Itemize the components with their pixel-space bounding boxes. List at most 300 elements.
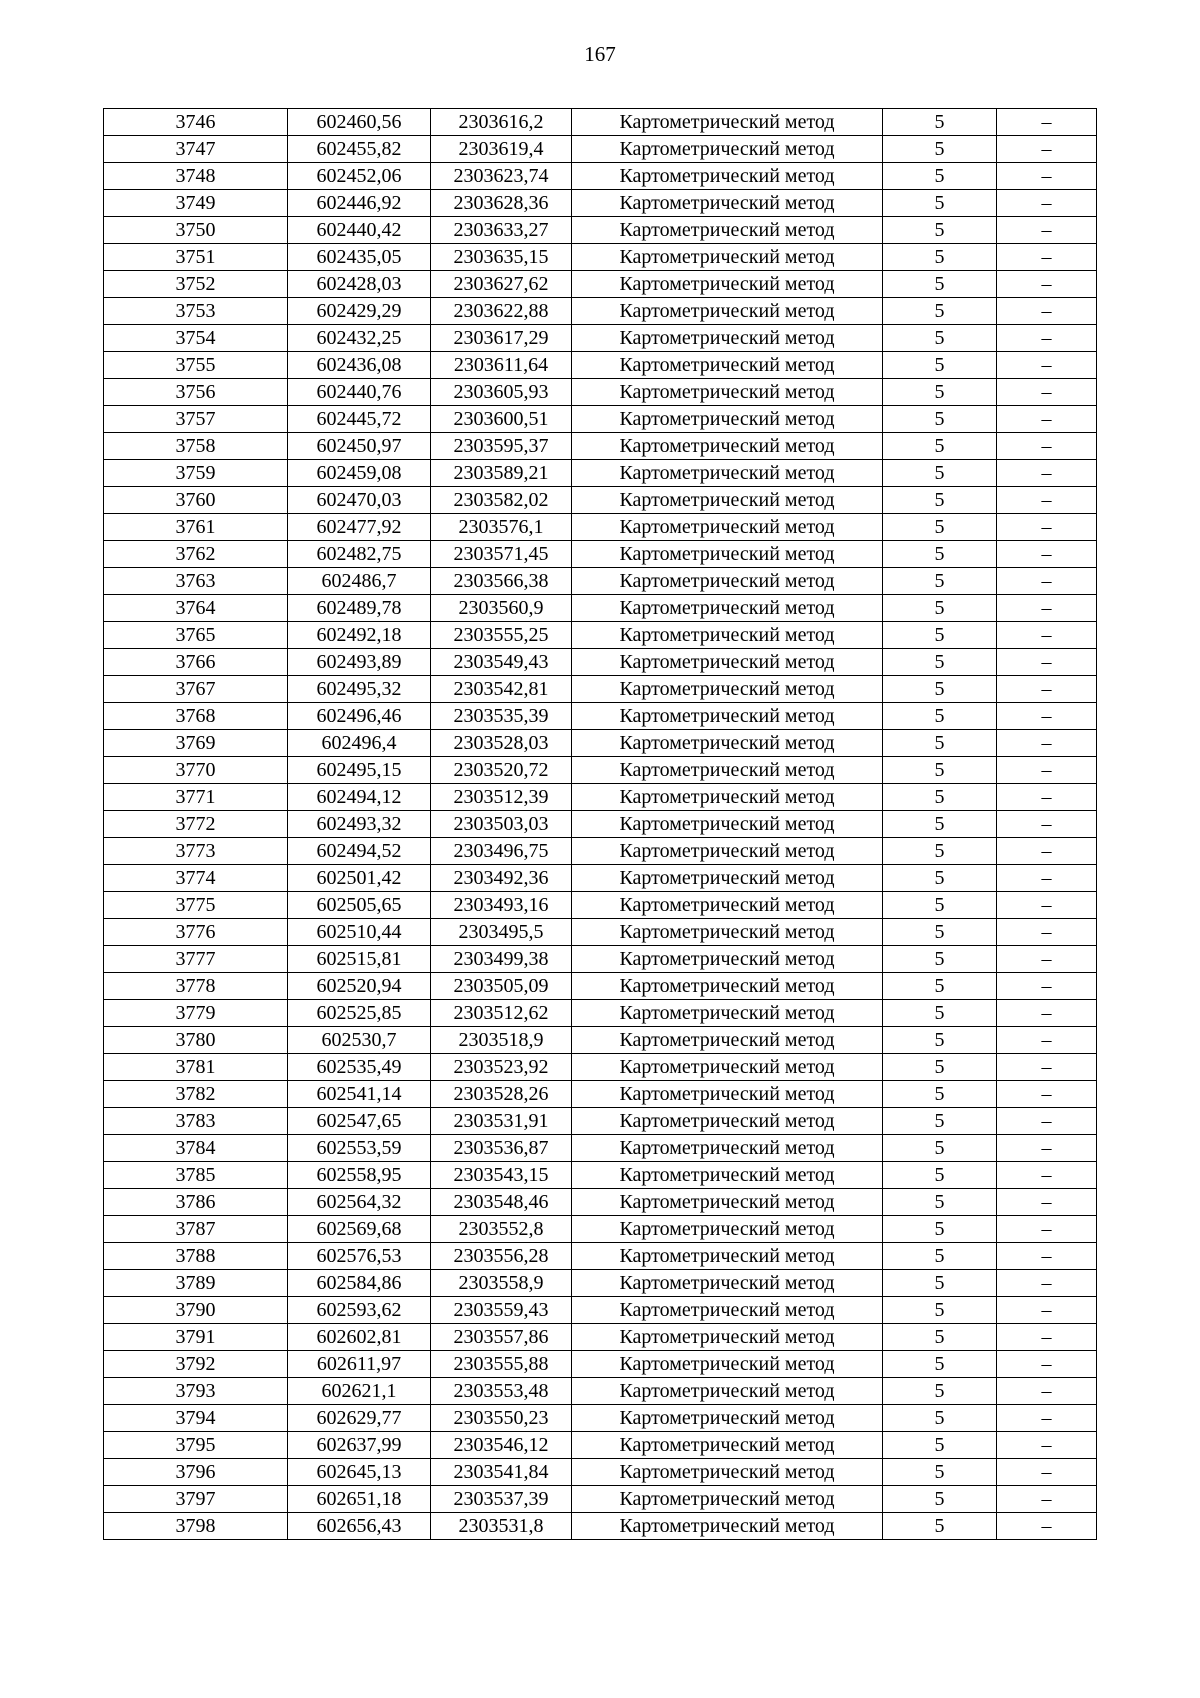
accuracy-cell: 5 xyxy=(883,1432,997,1459)
x-coordinate-cell: 602482,75 xyxy=(288,541,431,568)
x-coordinate-cell: 602576,53 xyxy=(288,1243,431,1270)
method-cell: Картометрический метод xyxy=(572,1162,883,1189)
point-number-cell: 3786 xyxy=(104,1189,288,1216)
y-coordinate-cell: 2303559,43 xyxy=(431,1297,572,1324)
y-coordinate-cell: 2303605,93 xyxy=(431,379,572,406)
point-number-cell: 3787 xyxy=(104,1216,288,1243)
accuracy-cell: 5 xyxy=(883,703,997,730)
description-cell: – xyxy=(997,379,1097,406)
y-coordinate-cell: 2303558,9 xyxy=(431,1270,572,1297)
description-cell: – xyxy=(997,109,1097,136)
point-number-cell: 3795 xyxy=(104,1432,288,1459)
method-cell: Картометрический метод xyxy=(572,109,883,136)
x-coordinate-cell: 602501,42 xyxy=(288,865,431,892)
description-cell: – xyxy=(997,838,1097,865)
x-coordinate-cell: 602428,03 xyxy=(288,271,431,298)
description-cell: – xyxy=(997,1459,1097,1486)
x-coordinate-cell: 602558,95 xyxy=(288,1162,431,1189)
table-row xyxy=(104,1108,1097,1135)
y-coordinate-cell: 2303523,92 xyxy=(431,1054,572,1081)
x-coordinate-cell: 602450,97 xyxy=(288,433,431,460)
table-row xyxy=(104,919,1097,946)
y-coordinate-cell: 2303622,88 xyxy=(431,298,572,325)
method-cell: Картометрический метод xyxy=(572,1459,883,1486)
coordinates-table xyxy=(103,108,1097,1540)
y-coordinate-cell: 2303623,74 xyxy=(431,163,572,190)
y-coordinate-cell: 2303635,15 xyxy=(431,244,572,271)
x-coordinate-cell: 602510,44 xyxy=(288,919,431,946)
y-coordinate-cell: 2303512,39 xyxy=(431,784,572,811)
table-row xyxy=(104,1189,1097,1216)
table-row xyxy=(104,487,1097,514)
y-coordinate-cell: 2303549,43 xyxy=(431,649,572,676)
table-row xyxy=(104,1270,1097,1297)
table-row xyxy=(104,1027,1097,1054)
accuracy-cell: 5 xyxy=(883,784,997,811)
x-coordinate-cell: 602629,77 xyxy=(288,1405,431,1432)
accuracy-cell: 5 xyxy=(883,1189,997,1216)
x-coordinate-cell: 602440,76 xyxy=(288,379,431,406)
y-coordinate-cell: 2303566,38 xyxy=(431,568,572,595)
table-row xyxy=(104,730,1097,757)
table-row xyxy=(104,1486,1097,1513)
x-coordinate-cell: 602505,65 xyxy=(288,892,431,919)
table-row xyxy=(104,892,1097,919)
y-coordinate-cell: 2303493,16 xyxy=(431,892,572,919)
x-coordinate-cell: 602569,68 xyxy=(288,1216,431,1243)
accuracy-cell: 5 xyxy=(883,217,997,244)
y-coordinate-cell: 2303555,88 xyxy=(431,1351,572,1378)
method-cell: Картометрический метод xyxy=(572,136,883,163)
y-coordinate-cell: 2303528,26 xyxy=(431,1081,572,1108)
description-cell: – xyxy=(997,271,1097,298)
x-coordinate-cell: 602621,1 xyxy=(288,1378,431,1405)
y-coordinate-cell: 2303548,46 xyxy=(431,1189,572,1216)
x-coordinate-cell: 602602,81 xyxy=(288,1324,431,1351)
accuracy-cell: 5 xyxy=(883,1405,997,1432)
x-coordinate-cell: 602477,92 xyxy=(288,514,431,541)
point-number-cell: 3767 xyxy=(104,676,288,703)
point-number-cell: 3797 xyxy=(104,1486,288,1513)
y-coordinate-cell: 2303627,62 xyxy=(431,271,572,298)
method-cell: Картометрический метод xyxy=(572,1135,883,1162)
y-coordinate-cell: 2303619,4 xyxy=(431,136,572,163)
description-cell: – xyxy=(997,1513,1097,1540)
accuracy-cell: 5 xyxy=(883,379,997,406)
table-row xyxy=(104,325,1097,352)
point-number-cell: 3752 xyxy=(104,271,288,298)
accuracy-cell: 5 xyxy=(883,352,997,379)
y-coordinate-cell: 2303552,8 xyxy=(431,1216,572,1243)
method-cell: Картометрический метод xyxy=(572,1351,883,1378)
description-cell: – xyxy=(997,541,1097,568)
y-coordinate-cell: 2303541,84 xyxy=(431,1459,572,1486)
accuracy-cell: 5 xyxy=(883,487,997,514)
x-coordinate-cell: 602541,14 xyxy=(288,1081,431,1108)
table-row xyxy=(104,1351,1097,1378)
table-row xyxy=(104,1378,1097,1405)
point-number-cell: 3768 xyxy=(104,703,288,730)
method-cell: Картометрический метод xyxy=(572,541,883,568)
point-number-cell: 3749 xyxy=(104,190,288,217)
table-row xyxy=(104,1324,1097,1351)
method-cell: Картометрический метод xyxy=(572,406,883,433)
point-number-cell: 3750 xyxy=(104,217,288,244)
method-cell: Картометрический метод xyxy=(572,298,883,325)
x-coordinate-cell: 602436,08 xyxy=(288,352,431,379)
y-coordinate-cell: 2303505,09 xyxy=(431,973,572,1000)
point-number-cell: 3788 xyxy=(104,1243,288,1270)
y-coordinate-cell: 2303611,64 xyxy=(431,352,572,379)
method-cell: Картометрический метод xyxy=(572,946,883,973)
description-cell: – xyxy=(997,973,1097,1000)
table-row xyxy=(104,244,1097,271)
accuracy-cell: 5 xyxy=(883,811,997,838)
table-row xyxy=(104,1432,1097,1459)
description-cell: – xyxy=(997,1216,1097,1243)
method-cell: Картометрический метод xyxy=(572,676,883,703)
x-coordinate-cell: 602656,43 xyxy=(288,1513,431,1540)
accuracy-cell: 5 xyxy=(883,433,997,460)
description-cell: – xyxy=(997,1000,1097,1027)
point-number-cell: 3772 xyxy=(104,811,288,838)
x-coordinate-cell: 602494,12 xyxy=(288,784,431,811)
x-coordinate-cell: 602515,81 xyxy=(288,946,431,973)
point-number-cell: 3796 xyxy=(104,1459,288,1486)
point-number-cell: 3766 xyxy=(104,649,288,676)
table-row xyxy=(104,379,1097,406)
x-coordinate-cell: 602459,08 xyxy=(288,460,431,487)
description-cell: – xyxy=(997,919,1097,946)
method-cell: Картометрический метод xyxy=(572,811,883,838)
description-cell: – xyxy=(997,730,1097,757)
y-coordinate-cell: 2303543,15 xyxy=(431,1162,572,1189)
description-cell: – xyxy=(997,325,1097,352)
description-cell: – xyxy=(997,217,1097,244)
y-coordinate-cell: 2303546,12 xyxy=(431,1432,572,1459)
description-cell: – xyxy=(997,460,1097,487)
accuracy-cell: 5 xyxy=(883,1000,997,1027)
x-coordinate-cell: 602535,49 xyxy=(288,1054,431,1081)
accuracy-cell: 5 xyxy=(883,406,997,433)
accuracy-cell: 5 xyxy=(883,730,997,757)
table-row xyxy=(104,622,1097,649)
description-cell: – xyxy=(997,568,1097,595)
accuracy-cell: 5 xyxy=(883,1135,997,1162)
description-cell: – xyxy=(997,298,1097,325)
table-row xyxy=(104,757,1097,784)
table-row xyxy=(104,514,1097,541)
table-row xyxy=(104,190,1097,217)
accuracy-cell: 5 xyxy=(883,1216,997,1243)
point-number-cell: 3771 xyxy=(104,784,288,811)
point-number-cell: 3760 xyxy=(104,487,288,514)
y-coordinate-cell: 2303555,25 xyxy=(431,622,572,649)
method-cell: Картометрический метод xyxy=(572,865,883,892)
table-row xyxy=(104,163,1097,190)
method-cell: Картометрический метод xyxy=(572,1378,883,1405)
x-coordinate-cell: 602429,29 xyxy=(288,298,431,325)
point-number-cell: 3779 xyxy=(104,1000,288,1027)
table-row xyxy=(104,784,1097,811)
x-coordinate-cell: 602460,56 xyxy=(288,109,431,136)
method-cell: Картометрический метод xyxy=(572,1216,883,1243)
method-cell: Картометрический метод xyxy=(572,1243,883,1270)
accuracy-cell: 5 xyxy=(883,649,997,676)
table-row xyxy=(104,460,1097,487)
x-coordinate-cell: 602455,82 xyxy=(288,136,431,163)
x-coordinate-cell: 602593,62 xyxy=(288,1297,431,1324)
description-cell: – xyxy=(997,1297,1097,1324)
x-coordinate-cell: 602637,99 xyxy=(288,1432,431,1459)
x-coordinate-cell: 602564,32 xyxy=(288,1189,431,1216)
y-coordinate-cell: 2303595,37 xyxy=(431,433,572,460)
y-coordinate-cell: 2303616,2 xyxy=(431,109,572,136)
table-row xyxy=(104,433,1097,460)
x-coordinate-cell: 602445,72 xyxy=(288,406,431,433)
accuracy-cell: 5 xyxy=(883,1513,997,1540)
y-coordinate-cell: 2303528,03 xyxy=(431,730,572,757)
x-coordinate-cell: 602495,15 xyxy=(288,757,431,784)
table-row xyxy=(104,1513,1097,1540)
x-coordinate-cell: 602520,94 xyxy=(288,973,431,1000)
point-number-cell: 3781 xyxy=(104,1054,288,1081)
description-cell: – xyxy=(997,946,1097,973)
point-number-cell: 3780 xyxy=(104,1027,288,1054)
description-cell: – xyxy=(997,1135,1097,1162)
point-number-cell: 3798 xyxy=(104,1513,288,1540)
accuracy-cell: 5 xyxy=(883,325,997,352)
coordinates-table-body xyxy=(104,109,1097,1540)
accuracy-cell: 5 xyxy=(883,514,997,541)
accuracy-cell: 5 xyxy=(883,919,997,946)
description-cell: – xyxy=(997,1162,1097,1189)
accuracy-cell: 5 xyxy=(883,136,997,163)
description-cell: – xyxy=(997,1324,1097,1351)
y-coordinate-cell: 2303496,75 xyxy=(431,838,572,865)
point-number-cell: 3764 xyxy=(104,595,288,622)
method-cell: Картометрический метод xyxy=(572,1189,883,1216)
method-cell: Картометрический метод xyxy=(572,1513,883,1540)
point-number-cell: 3756 xyxy=(104,379,288,406)
y-coordinate-cell: 2303550,23 xyxy=(431,1405,572,1432)
accuracy-cell: 5 xyxy=(883,1459,997,1486)
point-number-cell: 3769 xyxy=(104,730,288,757)
description-cell: – xyxy=(997,514,1097,541)
description-cell: – xyxy=(997,406,1097,433)
point-number-cell: 3755 xyxy=(104,352,288,379)
table-row xyxy=(104,1243,1097,1270)
y-coordinate-cell: 2303582,02 xyxy=(431,487,572,514)
method-cell: Картометрический метод xyxy=(572,1000,883,1027)
table-row xyxy=(104,811,1097,838)
table-row xyxy=(104,217,1097,244)
point-number-cell: 3783 xyxy=(104,1108,288,1135)
method-cell: Картометрический метод xyxy=(572,784,883,811)
accuracy-cell: 5 xyxy=(883,865,997,892)
accuracy-cell: 5 xyxy=(883,946,997,973)
table-row xyxy=(104,946,1097,973)
description-cell: – xyxy=(997,1108,1097,1135)
table-row xyxy=(104,595,1097,622)
method-cell: Картометрический метод xyxy=(572,217,883,244)
method-cell: Картометрический метод xyxy=(572,325,883,352)
point-number-cell: 3758 xyxy=(104,433,288,460)
accuracy-cell: 5 xyxy=(883,190,997,217)
x-coordinate-cell: 602435,05 xyxy=(288,244,431,271)
method-cell: Картометрический метод xyxy=(572,1270,883,1297)
method-cell: Картометрический метод xyxy=(572,244,883,271)
description-cell: – xyxy=(997,622,1097,649)
y-coordinate-cell: 2303560,9 xyxy=(431,595,572,622)
x-coordinate-cell: 602645,13 xyxy=(288,1459,431,1486)
method-cell: Картометрический метод xyxy=(572,730,883,757)
table-row xyxy=(104,1297,1097,1324)
x-coordinate-cell: 602496,4 xyxy=(288,730,431,757)
method-cell: Картометрический метод xyxy=(572,973,883,1000)
y-coordinate-cell: 2303520,72 xyxy=(431,757,572,784)
point-number-cell: 3794 xyxy=(104,1405,288,1432)
method-cell: Картометрический метод xyxy=(572,568,883,595)
accuracy-cell: 5 xyxy=(883,1108,997,1135)
method-cell: Картометрический метод xyxy=(572,190,883,217)
table-row xyxy=(104,649,1097,676)
description-cell: – xyxy=(997,190,1097,217)
point-number-cell: 3773 xyxy=(104,838,288,865)
accuracy-cell: 5 xyxy=(883,1081,997,1108)
method-cell: Картометрический метод xyxy=(572,163,883,190)
description-cell: – xyxy=(997,487,1097,514)
point-number-cell: 3759 xyxy=(104,460,288,487)
table-row xyxy=(104,838,1097,865)
method-cell: Картометрический метод xyxy=(572,703,883,730)
table-row xyxy=(104,1405,1097,1432)
description-cell: – xyxy=(997,811,1097,838)
x-coordinate-cell: 602452,06 xyxy=(288,163,431,190)
point-number-cell: 3791 xyxy=(104,1324,288,1351)
method-cell: Картометрический метод xyxy=(572,1405,883,1432)
point-number-cell: 3790 xyxy=(104,1297,288,1324)
description-cell: – xyxy=(997,1027,1097,1054)
x-coordinate-cell: 602493,89 xyxy=(288,649,431,676)
table-row xyxy=(104,1000,1097,1027)
y-coordinate-cell: 2303537,39 xyxy=(431,1486,572,1513)
description-cell: – xyxy=(997,649,1097,676)
x-coordinate-cell: 602495,32 xyxy=(288,676,431,703)
y-coordinate-cell: 2303571,45 xyxy=(431,541,572,568)
description-cell: – xyxy=(997,136,1097,163)
table-row xyxy=(104,568,1097,595)
description-cell: – xyxy=(997,676,1097,703)
y-coordinate-cell: 2303589,21 xyxy=(431,460,572,487)
x-coordinate-cell: 602525,85 xyxy=(288,1000,431,1027)
description-cell: – xyxy=(997,163,1097,190)
table-row xyxy=(104,352,1097,379)
y-coordinate-cell: 2303535,39 xyxy=(431,703,572,730)
x-coordinate-cell: 602493,32 xyxy=(288,811,431,838)
y-coordinate-cell: 2303495,5 xyxy=(431,919,572,946)
x-coordinate-cell: 602584,86 xyxy=(288,1270,431,1297)
x-coordinate-cell: 602530,7 xyxy=(288,1027,431,1054)
point-number-cell: 3765 xyxy=(104,622,288,649)
method-cell: Картометрический метод xyxy=(572,622,883,649)
description-cell: – xyxy=(997,433,1097,460)
y-coordinate-cell: 2303600,51 xyxy=(431,406,572,433)
point-number-cell: 3763 xyxy=(104,568,288,595)
y-coordinate-cell: 2303556,28 xyxy=(431,1243,572,1270)
method-cell: Картометрический метод xyxy=(572,352,883,379)
point-number-cell: 3751 xyxy=(104,244,288,271)
table-row xyxy=(104,136,1097,163)
table-row xyxy=(104,298,1097,325)
accuracy-cell: 5 xyxy=(883,838,997,865)
point-number-cell: 3778 xyxy=(104,973,288,1000)
table-row xyxy=(104,703,1097,730)
description-cell: – xyxy=(997,1243,1097,1270)
y-coordinate-cell: 2303628,36 xyxy=(431,190,572,217)
accuracy-cell: 5 xyxy=(883,892,997,919)
method-cell: Картометрический метод xyxy=(572,1486,883,1513)
accuracy-cell: 5 xyxy=(883,1243,997,1270)
description-cell: – xyxy=(997,703,1097,730)
point-number-cell: 3754 xyxy=(104,325,288,352)
method-cell: Картометрический метод xyxy=(572,919,883,946)
point-number-cell: 3784 xyxy=(104,1135,288,1162)
method-cell: Картометрический метод xyxy=(572,1054,883,1081)
y-coordinate-cell: 2303557,86 xyxy=(431,1324,572,1351)
method-cell: Картометрический метод xyxy=(572,595,883,622)
y-coordinate-cell: 2303617,29 xyxy=(431,325,572,352)
y-coordinate-cell: 2303576,1 xyxy=(431,514,572,541)
x-coordinate-cell: 602489,78 xyxy=(288,595,431,622)
table-row xyxy=(104,109,1097,136)
method-cell: Картометрический метод xyxy=(572,1108,883,1135)
accuracy-cell: 5 xyxy=(883,1351,997,1378)
point-number-cell: 3757 xyxy=(104,406,288,433)
accuracy-cell: 5 xyxy=(883,973,997,1000)
point-number-cell: 3762 xyxy=(104,541,288,568)
method-cell: Картометрический метод xyxy=(572,271,883,298)
accuracy-cell: 5 xyxy=(883,676,997,703)
point-number-cell: 3761 xyxy=(104,514,288,541)
table-row xyxy=(104,406,1097,433)
table-row xyxy=(104,973,1097,1000)
description-cell: – xyxy=(997,1054,1097,1081)
point-number-cell: 3747 xyxy=(104,136,288,163)
y-coordinate-cell: 2303512,62 xyxy=(431,1000,572,1027)
accuracy-cell: 5 xyxy=(883,1297,997,1324)
y-coordinate-cell: 2303633,27 xyxy=(431,217,572,244)
x-coordinate-cell: 602492,18 xyxy=(288,622,431,649)
method-cell: Картометрический метод xyxy=(572,649,883,676)
x-coordinate-cell: 602496,46 xyxy=(288,703,431,730)
accuracy-cell: 5 xyxy=(883,109,997,136)
point-number-cell: 3782 xyxy=(104,1081,288,1108)
x-coordinate-cell: 602547,65 xyxy=(288,1108,431,1135)
x-coordinate-cell: 602440,42 xyxy=(288,217,431,244)
description-cell: – xyxy=(997,1081,1097,1108)
point-number-cell: 3746 xyxy=(104,109,288,136)
table-row xyxy=(104,1162,1097,1189)
y-coordinate-cell: 2303531,91 xyxy=(431,1108,572,1135)
y-coordinate-cell: 2303553,48 xyxy=(431,1378,572,1405)
description-cell: – xyxy=(997,1378,1097,1405)
accuracy-cell: 5 xyxy=(883,1054,997,1081)
accuracy-cell: 5 xyxy=(883,1270,997,1297)
description-cell: – xyxy=(997,757,1097,784)
method-cell: Картометрический метод xyxy=(572,1324,883,1351)
accuracy-cell: 5 xyxy=(883,541,997,568)
